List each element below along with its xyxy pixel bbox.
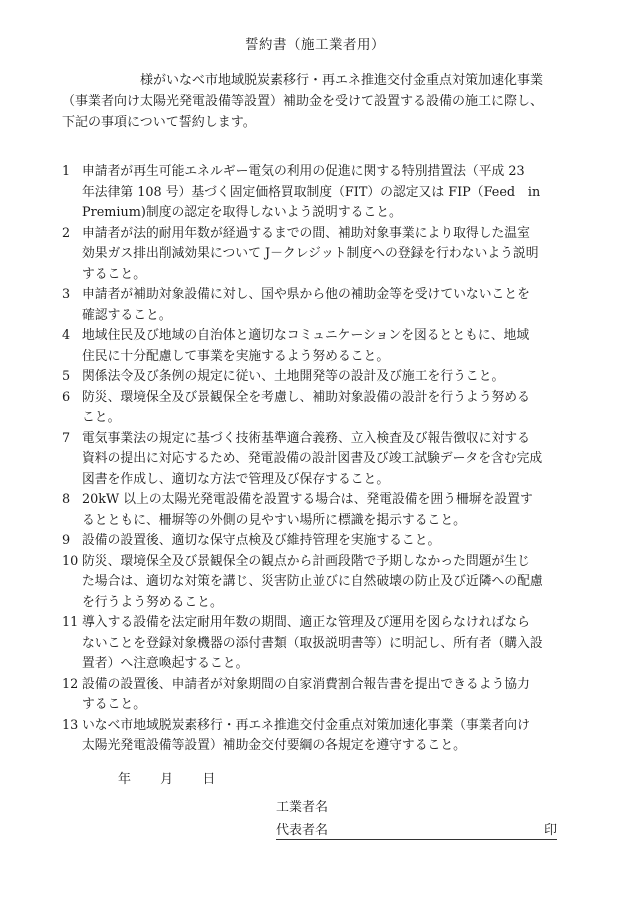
intro-line-1: 様がいなべ市地域脱炭素移行・再エネ推進交付金重点対策加速化事業 xyxy=(140,73,544,88)
pledge-item-line: いなべ市地域脱炭素移行・再エネ推進交付金重点対策加速化事業（事業者向け xyxy=(82,717,530,733)
pledge-item-line: を行うよう努めること。 xyxy=(82,594,223,610)
pledge-item xyxy=(62,367,562,388)
pledge-item xyxy=(62,490,562,531)
pledge-item xyxy=(62,552,562,614)
pledge-item xyxy=(62,613,562,675)
pledge-item xyxy=(62,531,562,552)
pledge-item-number: 10 xyxy=(62,553,79,569)
pledge-item xyxy=(62,716,562,757)
pledge-item-line: 関係法令及び条例の規定に従い、土地開発等の設計及び施工を行うこと。 xyxy=(82,369,505,384)
pledge-item-line: 防災、環境保全及び景観保全の観点から計画段階で予期しなかった問題が生じ xyxy=(82,553,530,569)
pledge-item-number: 13 xyxy=(62,717,79,733)
pledge-item-number: 5 xyxy=(62,369,71,384)
pledge-item-line: すること。 xyxy=(82,697,146,712)
pledge-item-text xyxy=(82,224,562,286)
pledge-item-text xyxy=(82,285,562,326)
pledge-item-number: 4 xyxy=(62,328,71,343)
pledge-item-number: 2 xyxy=(62,225,71,241)
representative-signature-line xyxy=(276,819,557,840)
date-month-label: 月 xyxy=(160,772,174,787)
pledge-item-number: 11 xyxy=(62,615,79,630)
pledge-item xyxy=(62,285,562,326)
pledge-item-line: た場合は、適切な対策を講じ、災害防止並びに自然破壊の防止及び近隣への配慮 xyxy=(82,574,543,589)
pledge-item-text xyxy=(82,162,562,224)
pledge-item-text xyxy=(82,490,562,531)
contractor-name-label: 工業者名 xyxy=(276,800,329,815)
seal-mark: 印 xyxy=(543,823,557,838)
pledge-item xyxy=(62,326,562,367)
date-line xyxy=(118,768,215,787)
pledge-item-line: 置者）へ注意喚起すること。 xyxy=(82,656,249,671)
pledge-item-line: 地域住民及び地域の自治体と適切なコミュニケーションを図るとともに、地域 xyxy=(82,328,530,343)
pledge-item-number: 8 xyxy=(62,492,71,507)
pledge-item xyxy=(62,162,562,224)
pledge-item-line: 図書を作成し、適切な方法で管理及び保存すること。 xyxy=(82,471,390,487)
pledge-item-text xyxy=(82,388,562,429)
pledge-item-line: ないことを登録対象機器の添付書類（取扱説明書等）に明記し、所有者（購入設 xyxy=(82,635,543,651)
pledge-item-number: 3 xyxy=(62,287,71,302)
pledge-item-line: 電気事業法の規定に基づく技術基準適合義務、立入検査及び報告徴収に対する xyxy=(82,430,530,446)
pledge-item-line: 20kW 以上の太陽光発電設備を設置する場合は、発電設備を囲う柵塀を設置す xyxy=(82,492,533,507)
pledge-item-line: 申請者が法的耐用年数が経過するまでの間、補助対象事業により取得した温室 xyxy=(82,225,530,241)
pledge-item-line: 申請者が再生可能エネルギー電気の利用の促進に関する特別措置法（平成 23 xyxy=(82,164,525,179)
pledge-item-text xyxy=(82,531,562,552)
pledge-item-number: 1 xyxy=(62,164,71,179)
intro-line-2: （事業者向け太陽光発電設備等設置）補助金を受けて設置する設備の施工に際し、 xyxy=(62,94,544,109)
pledge-item-text xyxy=(82,613,562,675)
intro-line-3: 下記の事項について誓約します。 xyxy=(62,115,256,130)
pledge-item-text xyxy=(82,367,562,388)
pledge-item-text xyxy=(82,716,562,757)
pledge-item-number: 12 xyxy=(62,676,79,692)
pledge-item xyxy=(62,388,562,429)
pledge-item xyxy=(62,429,562,491)
date-day-label: 日 xyxy=(202,772,216,787)
pledge-item-line: 効果ガス排出削減効果について J－クレジット制度への登録を行わないよう説明 xyxy=(82,246,539,261)
pledge-items-list xyxy=(62,162,562,757)
pledge-item-text xyxy=(82,326,562,367)
pledge-item-number: 6 xyxy=(62,389,71,405)
pledge-item-line: 設備の設置後、申請者が対象期間の自家消費割合報告書を提出できるよう協力 xyxy=(82,676,530,692)
pledge-item-line: 住民に十分配慮して事業を実施するよう努めること。 xyxy=(82,348,390,364)
pledge-item-line: Premium)制度の認定を取得しないよう説明すること。 xyxy=(82,205,402,220)
pledge-item-line: 確認すること。 xyxy=(82,307,172,323)
document-title: 誓約書（施工業者用） xyxy=(245,37,385,53)
pledge-item-line: るとともに、柵塀等の外側の見やすい場所に標識を掲示すること。 xyxy=(82,512,466,528)
pledge-item xyxy=(62,675,562,716)
pledge-item-line: 防災、環境保全及び景観保全を考慮し、補助対象設備の設計を行うよう努める xyxy=(82,389,530,405)
pledge-item-line: 太陽光発電設備等設置）補助金交付要綱の各規定を遵守すること。 xyxy=(82,738,466,753)
intro-paragraph xyxy=(62,70,562,133)
pledge-item-line: 年法律第 108 号）基づく固定価格買取制度（FIT）の認定又は FIP（Feed in xyxy=(82,184,541,200)
pledge-item-line: 資料の提出に対応するため、発電設備の設計図書及び竣工試験データを含む完成 xyxy=(82,451,543,466)
date-year-label: 年 xyxy=(118,772,132,787)
pledge-item-number: 7 xyxy=(62,430,71,446)
pledge-item-line: こと。 xyxy=(82,410,121,425)
pledge-item xyxy=(62,224,562,286)
pledge-item-line: すること。 xyxy=(82,266,146,282)
pledge-item-text xyxy=(82,675,562,716)
pledge-item-line: 申請者が補助対象設備に対し、国や県から他の補助金等を受けていないことを xyxy=(82,287,530,302)
pledge-item-text xyxy=(82,552,562,614)
pledge-item-line: 設備の設置後、適切な保守点検及び維持管理を実施すること。 xyxy=(82,533,441,548)
pledge-item-number: 9 xyxy=(62,533,71,548)
pledge-item-text xyxy=(82,429,562,491)
pledge-item-line: 導入する設備を法定耐用年数の期間、適正な管理及び運用を図らなければなら xyxy=(82,615,530,630)
representative-name-label: 代表者名 xyxy=(276,823,329,838)
